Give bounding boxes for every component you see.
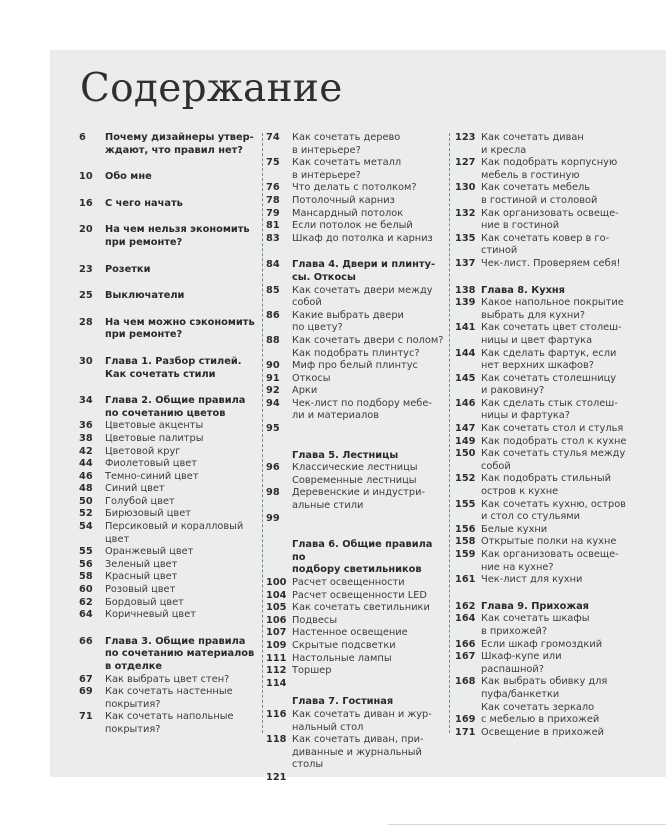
- toc-page-number: 138: [455, 284, 476, 296]
- toc-page-number: 25: [79, 290, 93, 302]
- toc-entry[interactable]: [266, 772, 444, 785]
- toc-entry[interactable]: [455, 473, 627, 498]
- toc-chapter[interactable]: [79, 356, 259, 381]
- toc-entry-title: Торшер: [292, 665, 332, 677]
- toc-page-number: 44: [79, 458, 93, 470]
- toc-chapter[interactable]: [79, 317, 259, 342]
- toc-page-number: 149: [455, 435, 476, 447]
- toc-page-number: 132: [455, 207, 476, 219]
- column-divider: [449, 133, 450, 733]
- toc-entry-title: Голубой цвет: [105, 495, 175, 507]
- toc-entry-title: Если потолок не белый: [292, 220, 413, 232]
- toc-entry[interactable]: [266, 602, 444, 615]
- toc-chapter[interactable]: [266, 539, 444, 577]
- toc-entry[interactable]: [455, 714, 627, 727]
- toc-entry[interactable]: [266, 373, 444, 386]
- toc-page-number: 50: [79, 495, 93, 507]
- toc-page-number: 161: [455, 574, 476, 586]
- toc-entry-title: Как выбрать цвет стен?: [105, 673, 230, 685]
- toc-entry[interactable]: [455, 182, 627, 207]
- toc-entry[interactable]: [79, 521, 259, 546]
- toc-chapter[interactable]: [79, 264, 259, 277]
- toc-page-number: 127: [455, 157, 476, 169]
- toc-entry-title: Глава 8. Кухня: [481, 284, 565, 296]
- toc-entry-title: Как организовать освеще- ние в гостиной: [481, 207, 619, 232]
- toc-page-number: 96: [266, 462, 280, 474]
- toc-entry-title: Фиолетовый цвет: [105, 458, 197, 470]
- toc-entry-title: Как сделать фартук, если нет верхних шкафов?: [481, 347, 617, 372]
- toc-page-number: 152: [455, 473, 476, 485]
- toc-entry-title: Настенное освещение: [292, 627, 408, 639]
- toc-entry-title: Красный цвет: [105, 571, 178, 583]
- toc-entry-title: Белые кухни: [481, 523, 548, 535]
- toc-entry-title: Как сочетать шкафы в прихожей?: [481, 613, 590, 637]
- toc-entry[interactable]: [455, 297, 627, 322]
- toc-entry[interactable]: [455, 574, 627, 587]
- toc-entry[interactable]: [455, 373, 627, 398]
- toc-entry-title: Розовый цвет: [105, 584, 176, 596]
- toc-page-number: 147: [455, 423, 476, 435]
- toc-entry-title: Как сочетать стол и стулья: [481, 423, 624, 435]
- toc-entry-title: Как сочетать двери между собой: [292, 284, 433, 309]
- toc-page-number: 167: [455, 651, 476, 663]
- toc-entry-title: Шкаф-купе или распашной?: [481, 651, 562, 675]
- toc-page-number: 54: [79, 521, 93, 533]
- toc-page-number: 156: [455, 523, 476, 535]
- toc-page-number: 95: [266, 423, 280, 435]
- toc-entry-title: На чем нельзя экономить при ремонте?: [105, 224, 250, 248]
- toc-entry[interactable]: [266, 335, 444, 360]
- toc-page-number: 100: [266, 577, 287, 588]
- toc-entry-title: Как сочетать металл в интерьере?: [292, 157, 402, 181]
- toc-entry-title: Чек-лист для кухни: [481, 574, 583, 586]
- toc-entry-title: Подвесы: [292, 614, 338, 626]
- toc-entry[interactable]: [455, 651, 627, 676]
- toc-entry-title: Коричневый цвет: [105, 609, 196, 621]
- toc-page-number: 88: [266, 334, 280, 346]
- toc-entry[interactable]: [455, 436, 627, 449]
- toc-page-number: 111: [266, 652, 287, 664]
- toc-page-number: 64: [79, 609, 93, 621]
- toc-chapter[interactable]: [266, 696, 444, 709]
- toc-page-number: 6: [79, 132, 86, 143]
- toc-page-number: 155: [455, 498, 476, 510]
- toc-entry-title: Как подобрать корпусную мебель в гостиную: [481, 157, 618, 181]
- toc-entry[interactable]: [79, 483, 259, 496]
- toc-page-number: 144: [455, 347, 476, 359]
- toc-entry[interactable]: [266, 285, 444, 310]
- toc-entry-title: Как сочетать двери с полом? Как подобрать плинтус?: [292, 334, 444, 359]
- toc-page-number: 66: [79, 635, 93, 647]
- toc-entry[interactable]: [266, 615, 444, 628]
- toc-entry[interactable]: [266, 398, 444, 423]
- toc-chapter[interactable]: [79, 395, 259, 420]
- toc-entry-title: Как сочетать светильники: [292, 602, 430, 614]
- toc-chapter[interactable]: [79, 636, 259, 674]
- toc-entry[interactable]: [455, 157, 627, 182]
- toc-entry[interactable]: [79, 571, 259, 584]
- toc-page-number: 85: [266, 284, 280, 296]
- toc-page-number: 158: [455, 536, 476, 548]
- toc-page-number: 55: [79, 546, 93, 558]
- toc-entry[interactable]: [266, 627, 444, 640]
- toc-entry[interactable]: [266, 590, 444, 603]
- toc-entry-title: Зеленый цвет: [105, 558, 178, 570]
- toc-entry[interactable]: [455, 348, 627, 373]
- toc-page-number: 139: [455, 297, 476, 309]
- toc-page-number: 99: [266, 512, 280, 524]
- toc-entry[interactable]: [266, 709, 444, 734]
- toc-entry-title: Как сочетать зеркало: [481, 701, 595, 713]
- toc-entry[interactable]: [455, 639, 627, 652]
- toc-entry-title: Глава 4. Двери и плинту- сы. Откосы: [292, 259, 436, 283]
- toc-entry-title: Цветовые акценты: [105, 420, 204, 432]
- toc-entry[interactable]: [79, 584, 259, 597]
- toc-entry-title: Как сочетать дерево в интерьере?: [292, 132, 401, 156]
- toc-entry[interactable]: [455, 702, 627, 715]
- toc-chapter[interactable]: [455, 285, 627, 298]
- toc-entry[interactable]: [266, 734, 444, 772]
- toc-entry-title: Глава 5. Лестницы: [292, 449, 399, 461]
- toc-entry-title: Если шкаф громоздкий: [481, 638, 603, 650]
- toc-entry[interactable]: [266, 640, 444, 653]
- toc-entry[interactable]: [79, 458, 259, 471]
- toc-entry-title: Почему дизайнеры утвер- ждают, что правил нет?: [105, 132, 254, 156]
- toc-page-number: 105: [266, 602, 287, 614]
- toc-entry-title: Цветовой круг: [105, 445, 181, 457]
- toc-entry-title: Как сочетать ковер в го- стиной: [481, 232, 610, 257]
- toc-page-number: 81: [266, 220, 280, 232]
- toc-entry[interactable]: [266, 653, 444, 666]
- toc-page-number: 109: [266, 639, 287, 651]
- toc-entry-title: Глава 2. Общие правила по сочетанию цветов: [105, 395, 246, 419]
- toc-entry-title: Потолочный карниз: [292, 194, 395, 206]
- toc-page-number: 84: [266, 259, 280, 271]
- toc-entry-title: Шкаф до потолка и карниз: [292, 232, 433, 244]
- toc-page-number: 121: [266, 771, 287, 783]
- toc-chapter[interactable]: [455, 601, 627, 614]
- toc-page-number: 36: [79, 420, 93, 432]
- toc-entry-title: Как сделать стык столеш- ницы и фартука?: [481, 397, 618, 422]
- toc-page-number: 112: [266, 665, 287, 677]
- toc-entry-title: Бордовый цвет: [105, 596, 184, 608]
- toc-page-number: 123: [455, 132, 476, 143]
- toc-page-number: 116: [266, 708, 287, 720]
- toc-page-number: 60: [79, 584, 93, 596]
- toc-entry-title: Как сочетать диван и кресла: [481, 132, 584, 156]
- column-divider: [262, 133, 263, 733]
- toc-entry[interactable]: [79, 597, 259, 610]
- toc-entry-title: Синий цвет: [105, 483, 165, 495]
- toc-entry[interactable]: [266, 220, 444, 233]
- toc-entry[interactable]: [79, 508, 259, 521]
- toc-entry-title: Выключатели: [105, 290, 185, 302]
- toc-entry-title: Скрытые подсветки: [292, 639, 396, 651]
- toc-chapter[interactable]: [79, 132, 259, 157]
- toc-entry-title: с мебелью в прихожей: [481, 714, 600, 726]
- toc-page-number: 90: [266, 360, 280, 372]
- toc-page-number: 104: [266, 589, 287, 601]
- toc-entry[interactable]: [79, 433, 259, 446]
- toc-entry-title: Расчет освещенности LED: [292, 589, 427, 601]
- toc-chapter[interactable]: [79, 224, 259, 249]
- toc-entry[interactable]: [266, 462, 444, 487]
- toc-entry-title: Обо мне: [105, 171, 152, 183]
- toc-page-number: 23: [79, 263, 93, 275]
- toc-entry-title: Что делать с потолком?: [292, 182, 417, 194]
- toc-entry-title: Глава 3. Общие правила по сочетанию материалов в отделке: [105, 635, 255, 672]
- toc-page-number: 38: [79, 432, 93, 444]
- toc-page-number: 86: [266, 309, 280, 321]
- toc-page-number: 10: [79, 171, 93, 183]
- toc-page-number: 28: [79, 316, 93, 328]
- toc-entry-title: Глава 6. Общие правила по подбору светильников: [292, 539, 433, 576]
- toc-entry-title: Чек-лист по подбору мебе- ли и материалов: [292, 397, 432, 422]
- toc-page-number: 75: [266, 157, 280, 169]
- toc-page-number: 141: [455, 322, 476, 334]
- toc-page-number: 146: [455, 397, 476, 409]
- toc-page-number: 78: [266, 194, 280, 206]
- toc-entry-title: Как сочетать напольные покрытия?: [105, 711, 234, 735]
- toc-chapter[interactable]: [79, 171, 259, 184]
- toc-entry[interactable]: [79, 546, 259, 559]
- toc-entry-title: Освещение в прихожей: [481, 726, 604, 738]
- toc-entry-title: Расчет освещенности: [292, 577, 405, 588]
- toc-entry-title: Какие выбрать двери по цвету?: [292, 309, 404, 334]
- toc-page-number: 106: [266, 614, 287, 626]
- toc-entry[interactable]: [266, 157, 444, 182]
- toc-entry-title: Как подобрать стильный остров к кухне: [481, 473, 612, 498]
- toc-page-number: 42: [79, 445, 93, 457]
- toc-page-number: 130: [455, 182, 476, 194]
- toc-entry-title: Как организовать освеще- ние на кухне?: [481, 549, 619, 573]
- toc-entry-title: Как сочетать кухню, остров и стол со стульями: [481, 498, 626, 523]
- toc-entry[interactable]: [79, 471, 259, 484]
- toc-page-number: 171: [455, 726, 476, 738]
- toc-entry-title: Как сочетать настенные покрытия?: [105, 686, 233, 710]
- toc-page-number: 76: [266, 182, 280, 194]
- toc-page-number: 168: [455, 676, 476, 688]
- toc-entry[interactable]: [455, 676, 627, 701]
- toc-page-number: 169: [455, 714, 476, 726]
- toc-page-number: 79: [266, 207, 280, 219]
- toc-entry[interactable]: [79, 686, 259, 711]
- toc-entry[interactable]: [455, 549, 627, 574]
- toc-entry-title: Розетки: [105, 263, 151, 275]
- toc-page-number: 98: [266, 487, 280, 499]
- toc-entry[interactable]: [266, 310, 444, 335]
- toc-entry-title: Как сочетать цвет столеш- ницы и цвет фартука: [481, 322, 622, 346]
- toc-entry-title: Как сочетать диван и жур- нальный стол: [292, 708, 432, 733]
- toc-entry-title: Темно-синий цвет: [105, 470, 199, 482]
- toc-entry-title: Оранжевый цвет: [105, 546, 194, 558]
- toc-entry-title: Глава 7. Гостиная: [292, 696, 394, 708]
- toc-entry[interactable]: [266, 385, 444, 398]
- bottom-rule: [388, 824, 666, 825]
- toc-entry-title: Как выбрать обивку для пуфа/банкетки: [481, 676, 608, 700]
- toc-entry-title: Какое напольное покрытие выбрать для кухни?: [481, 297, 624, 321]
- toc-entry[interactable]: [266, 678, 444, 691]
- toc-entry-title: Глава 1. Разбор стилей. Как сочетать стили: [105, 355, 242, 380]
- toc-entry[interactable]: [79, 420, 259, 433]
- toc-page-number: 137: [455, 257, 476, 269]
- toc-entry[interactable]: [79, 674, 259, 687]
- toc-entry[interactable]: [79, 446, 259, 459]
- toc-entry-title: Как сочетать мебель в гостиной и столовой: [481, 182, 598, 206]
- toc-entry[interactable]: [266, 577, 444, 590]
- toc-page-number: 94: [266, 397, 280, 409]
- toc-entry[interactable]: [455, 499, 627, 524]
- toc-page-number: 107: [266, 627, 287, 639]
- toc-entry[interactable]: [266, 423, 444, 436]
- toc-entry[interactable]: [79, 609, 259, 622]
- toc-entry[interactable]: [266, 132, 444, 157]
- toc-entry-title: Как сочетать столешницу и раковину?: [481, 372, 617, 397]
- toc-entry[interactable]: [455, 727, 627, 740]
- toc-page-number: 91: [266, 372, 280, 384]
- toc-page-number: 145: [455, 372, 476, 384]
- toc-page-number: 46: [79, 470, 93, 482]
- toc-entry[interactable]: [455, 132, 627, 157]
- toc-page-number: 74: [266, 132, 280, 143]
- toc-entry-title: Как сочетать стулья между собой: [481, 448, 626, 472]
- toc-entry[interactable]: [455, 524, 627, 537]
- toc-entry[interactable]: [79, 711, 259, 736]
- toc-page-number: 118: [266, 734, 287, 746]
- toc-page-number: 69: [79, 686, 93, 698]
- toc-entry-title: Арки: [292, 385, 318, 397]
- toc-chapter[interactable]: [79, 198, 259, 211]
- toc-column-3: [455, 132, 627, 739]
- toc-entry[interactable]: [266, 182, 444, 195]
- toc-entry-title: Миф про белый плинтус: [292, 360, 418, 372]
- toc-entry[interactable]: [266, 208, 444, 221]
- toc-chapter[interactable]: [266, 259, 444, 284]
- toc-page-number: 166: [455, 638, 476, 650]
- toc-entry-title: На чем можно сэкономить при ремонте?: [105, 316, 255, 341]
- toc-page-number: 71: [79, 711, 93, 723]
- toc-entry[interactable]: [455, 398, 627, 423]
- toc-page-number: 48: [79, 483, 93, 495]
- toc-entry[interactable]: [455, 613, 627, 638]
- toc-entry-title: Мансардный потолок: [292, 207, 404, 219]
- toc-page-number: 30: [79, 355, 93, 367]
- toc-entry-title: Классические лестницы Современные лестницы: [292, 462, 418, 486]
- toc-page-number: 164: [455, 613, 476, 625]
- toc-entry-title: Персиковый и коралловый цвет: [105, 521, 244, 545]
- toc-entry-title: Настольные лампы: [292, 652, 392, 664]
- toc-entry[interactable]: [266, 487, 444, 512]
- toc-entry[interactable]: [455, 448, 627, 473]
- toc-page-number: 52: [79, 508, 93, 520]
- toc-page-number: 56: [79, 558, 93, 570]
- toc-page-number: 67: [79, 673, 93, 685]
- toc-entry-title: Цветовые палитры: [105, 432, 204, 444]
- toc-entry-title: Как подобрать стол к кухне: [481, 435, 627, 447]
- toc-page-number: 159: [455, 549, 476, 560]
- toc-entry[interactable]: [79, 559, 259, 572]
- toc-column-2: [266, 132, 444, 785]
- toc-page-number: 20: [79, 224, 93, 236]
- toc-page-number: 150: [455, 448, 476, 460]
- toc-entry[interactable]: [266, 360, 444, 373]
- toc-entry[interactable]: [455, 423, 627, 436]
- toc-page-number: 162: [455, 600, 476, 612]
- toc-entry[interactable]: [79, 496, 259, 509]
- toc-entry[interactable]: [266, 665, 444, 678]
- toc-entry-title: Деревенские и индустри- альные стили: [292, 487, 425, 512]
- toc-entry-title: Открытые полки на кухне: [481, 536, 617, 548]
- toc-entry[interactable]: [266, 195, 444, 208]
- toc-chapter[interactable]: [266, 450, 444, 463]
- toc-page-number: 92: [266, 385, 280, 397]
- toc-page-number: 62: [79, 596, 93, 608]
- toc-entry-title: Бирюзовый цвет: [105, 508, 191, 520]
- toc-column-1: [79, 132, 259, 737]
- toc-entry[interactable]: [455, 208, 627, 233]
- toc-entry-title: С чего начать: [105, 197, 183, 209]
- toc-entry-title: Откосы: [292, 372, 331, 384]
- toc-entry[interactable]: [455, 233, 627, 258]
- toc-entry-title: Как сочетать диван, при- диванные и журнальный столы: [292, 734, 424, 771]
- toc-page-number: 135: [455, 232, 476, 244]
- toc-entry[interactable]: [455, 258, 627, 271]
- toc-entry[interactable]: [455, 536, 627, 549]
- toc-page-number: 58: [79, 571, 93, 583]
- toc-page-number: 114: [266, 677, 287, 689]
- toc-page-number: 16: [79, 197, 93, 209]
- toc-page-number: 34: [79, 395, 93, 407]
- toc-entry-title: Глава 9. Прихожая: [481, 600, 589, 612]
- toc-chapter[interactable]: [79, 290, 259, 303]
- toc-entry[interactable]: [455, 322, 627, 347]
- toc-page-number: 83: [266, 232, 280, 244]
- page-title: Содержание: [80, 66, 343, 111]
- toc-entry[interactable]: [266, 233, 444, 246]
- toc-entry-title: Чек-лист. Проверяем себя!: [481, 257, 621, 269]
- toc-entry[interactable]: [266, 513, 444, 526]
